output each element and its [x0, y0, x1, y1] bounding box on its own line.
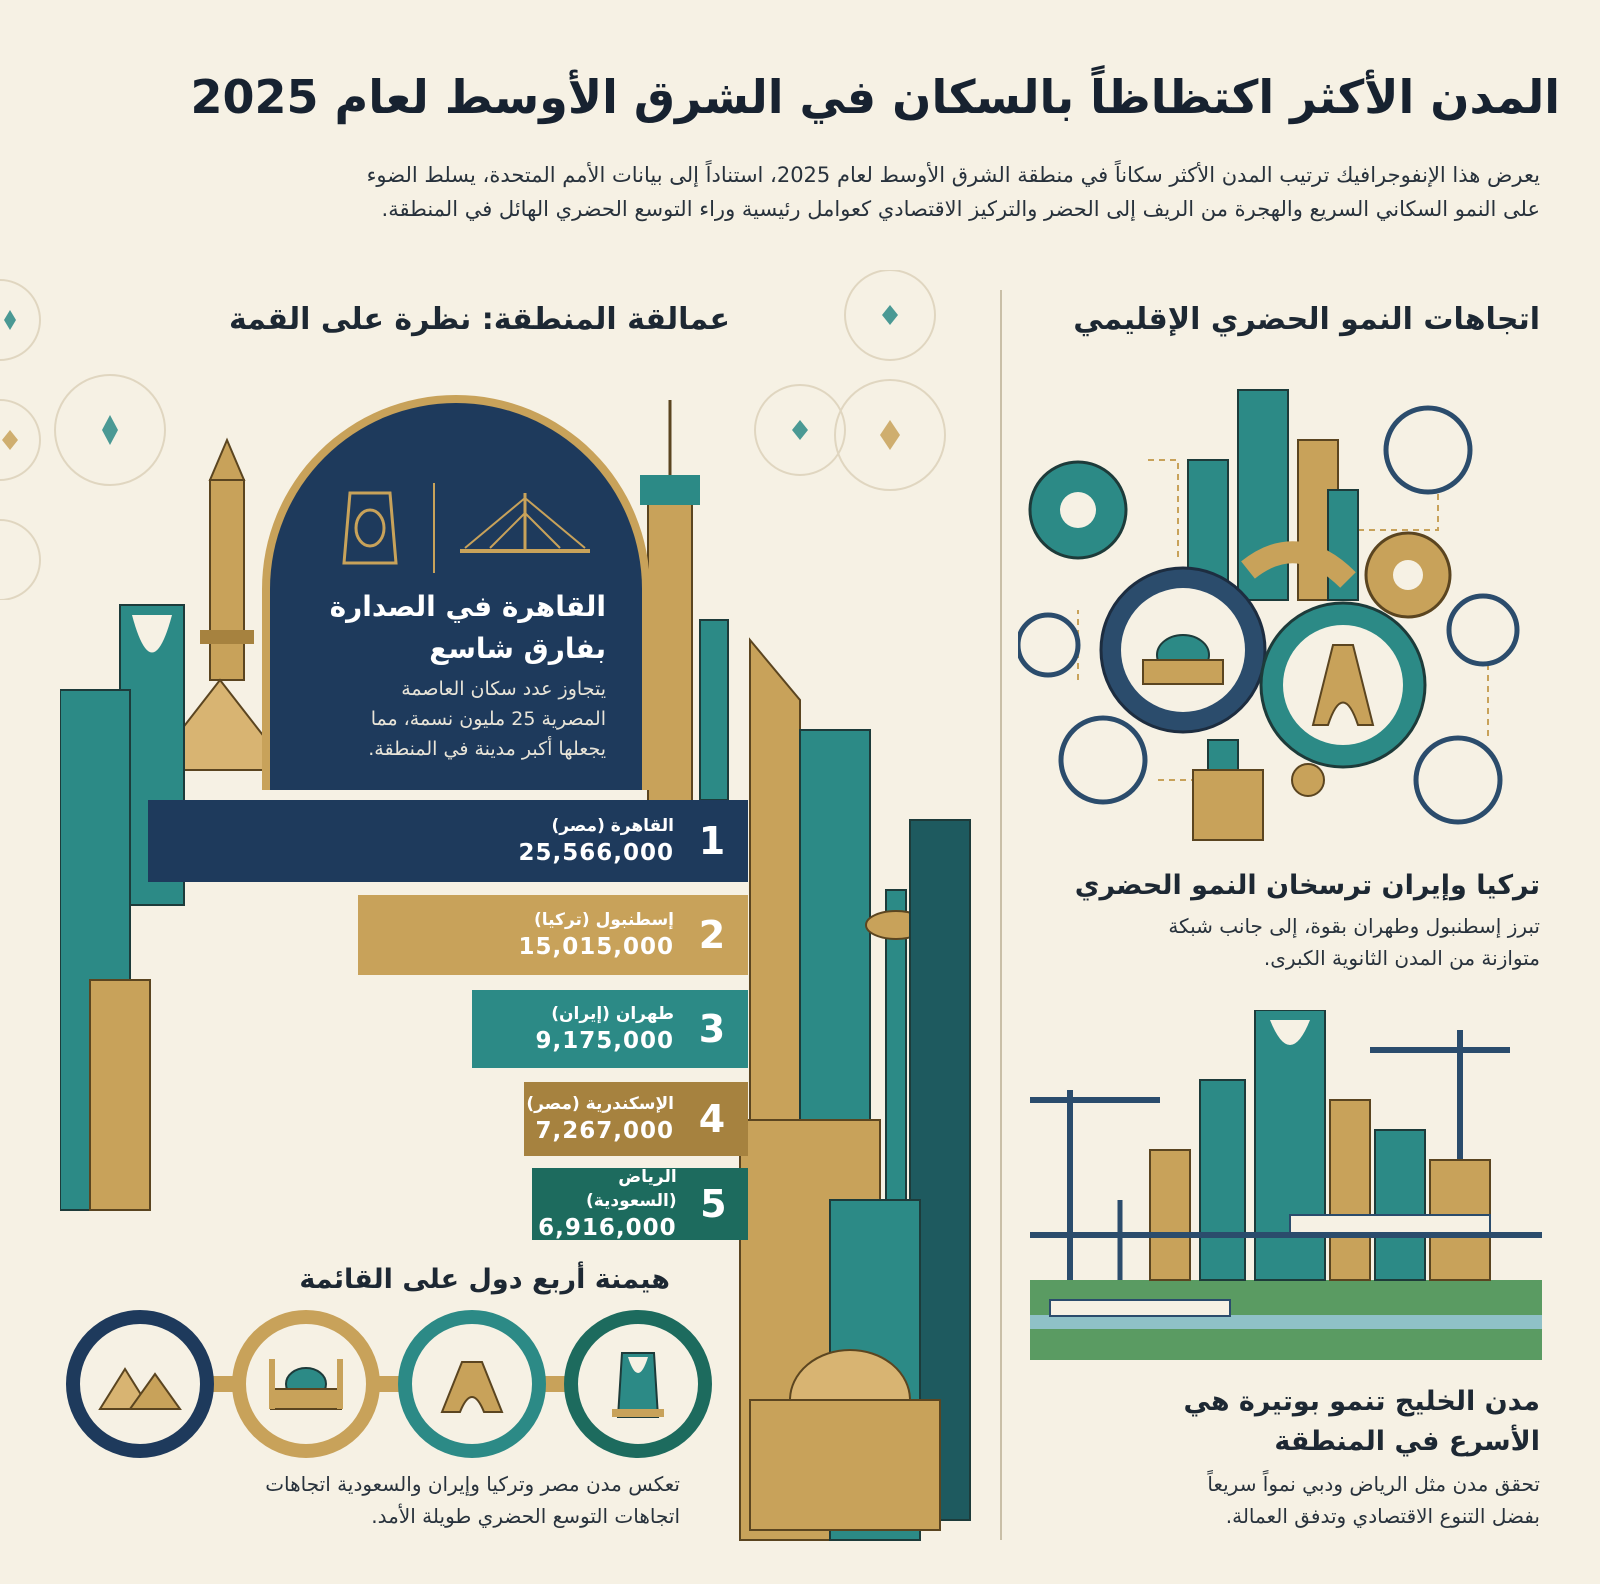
- block2-title: [1030, 1382, 1540, 1462]
- rank-city: طهران (إيران): [551, 1004, 674, 1024]
- countries-text: [150, 1468, 680, 1532]
- rank-bar-2: [358, 895, 748, 975]
- block2-title-line-2: الأسرع في المنطقة: [1274, 1426, 1540, 1457]
- rank-number: 2: [698, 913, 726, 957]
- gears-illustration: [1018, 380, 1538, 850]
- right-section-heading: اتجاهات النمو الحضري الإقليمي: [1073, 302, 1540, 337]
- rank-population: 25,566,000: [518, 840, 674, 866]
- block1-text-line-2: متوازنة من المدن الثانوية الكبرى.: [1263, 946, 1540, 970]
- block1-title: تركيا وإيران ترسخان النمو الحضري: [1074, 870, 1540, 901]
- rank-population: 9,175,000: [535, 1028, 674, 1054]
- azadi-circle: [398, 1310, 546, 1458]
- azadi-tower-icon: [432, 1354, 512, 1414]
- rank-population: 6,916,000: [538, 1215, 677, 1241]
- riyadh-circle: [564, 1310, 712, 1458]
- rank-population: 15,015,000: [518, 934, 674, 960]
- rank-bar-1: [148, 800, 748, 882]
- block2-title-line-1: مدن الخليج تنمو بوتيرة هي: [1183, 1386, 1540, 1417]
- rank-number: 5: [700, 1182, 727, 1226]
- rank-number: 1: [698, 819, 726, 863]
- block1-text: [1030, 910, 1540, 974]
- rank-bar-5: [532, 1168, 748, 1240]
- rank-population: 7,267,000: [535, 1118, 674, 1144]
- rank-city: القاهرة (مصر): [551, 816, 674, 836]
- pharaoh-icon: [340, 483, 400, 573]
- block2-text: [1030, 1468, 1540, 1532]
- gulf-skyline-illustration: [1030, 1010, 1542, 1370]
- card-divider: [433, 483, 435, 573]
- left-section-heading: عمالقة المنطقة: نظرة على القمة: [228, 302, 730, 337]
- country-circles: [66, 1310, 716, 1460]
- mosque-circle: [232, 1310, 380, 1458]
- block1-text-line-1: تبرز إسطنبول وطهران بقوة، إلى جانب شبكة: [1168, 914, 1540, 938]
- rank-bar-3: [472, 990, 748, 1068]
- card-text-line-1: يتجاوز عدد سكان العاصمة: [401, 678, 606, 700]
- rank-city: الرياض (السعودية): [585, 1167, 677, 1211]
- card-title-line-1: القاهرة في الصدارة: [329, 590, 606, 623]
- rank-number: 4: [698, 1097, 726, 1141]
- rank-number: 3: [698, 1007, 726, 1051]
- bridge-icon: [460, 493, 590, 563]
- pyramids-icon: [95, 1354, 185, 1414]
- card-text-line-2: المصرية 25 مليون نسمة، مما: [370, 708, 606, 730]
- rank-city: الإسكندرية (مصر): [526, 1094, 674, 1114]
- card-title-line-2: بفارق شاسع: [429, 632, 606, 665]
- page-title: المدن الأكثر اكتظاظاً بالسكان في الشرق الأوسط لعام 2025: [190, 70, 1560, 124]
- countries-heading: هيمنة أربع دول على القائمة: [299, 1264, 670, 1295]
- pyramids-circle: [66, 1310, 214, 1458]
- countries-text-line-2: اتجاهات التوسع الحضري طويلة الأمد.: [371, 1504, 680, 1528]
- rank-bar-4: [524, 1082, 748, 1156]
- intro-line-2: على النمو السكاني السريع والهجرة من الريف إلى الحضر والتركيز الاقتصادي كعوامل رئيسية وراء التوسع الحضري الهائل في المنطقة.: [381, 197, 1540, 221]
- block2-text-line-2: بفضل التنوع الاقتصادي وتدفق العمالة.: [1225, 1504, 1540, 1528]
- countries-text-line-1: تعكس مدن مصر وتركيا وإيران والسعودية اتجاهات: [265, 1472, 680, 1496]
- rank-city: إسطنبول (تركيا): [533, 910, 674, 930]
- intro-line-1: يعرض هذا الإنفوجرافيك ترتيب المدن الأكثر سكاناً في منطقة الشرق الأوسط لعام 2025، استناداً إلى بيانات الأمم المتحدة، يسلط الضوء: [366, 163, 1540, 187]
- mosque-icon: [261, 1354, 351, 1414]
- riyadh-tower-icon: [608, 1349, 668, 1419]
- intro-text: [100, 158, 1540, 226]
- section-divider: [1000, 290, 1002, 1540]
- cairo-highlight-card: [262, 395, 650, 790]
- block2-text-line-1: تحقق مدن مثل الرياض ودبي نمواً سريعاً: [1207, 1472, 1540, 1496]
- card-text-line-3: يجعلها أكبر مدينة في المنطقة.: [368, 738, 606, 760]
